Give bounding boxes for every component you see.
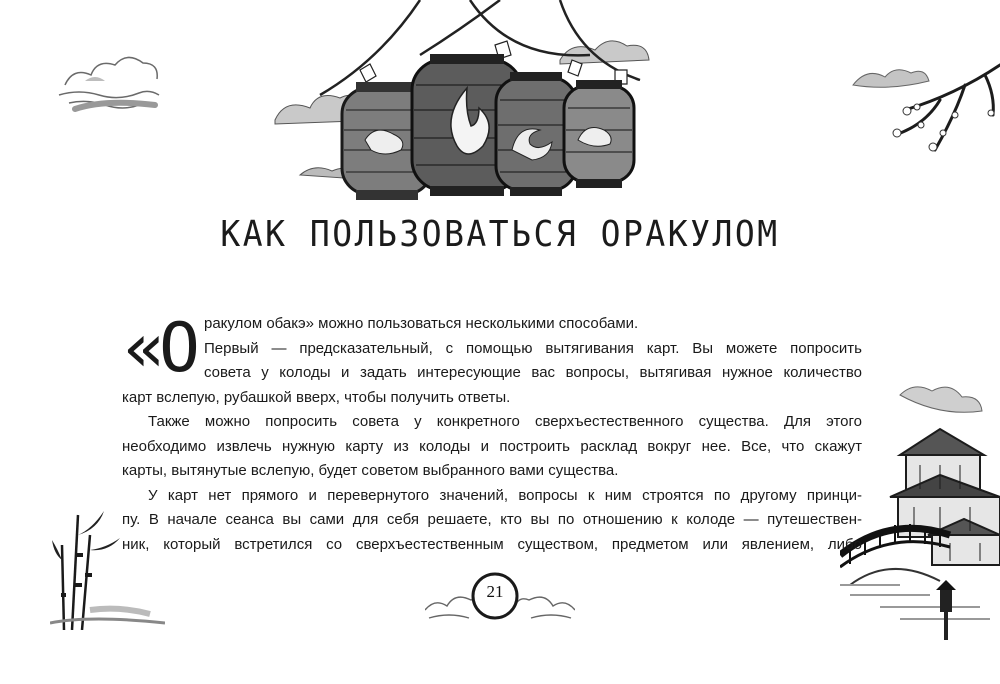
text-line: необходимо извлечь нужную карту из колоды и построить расклад вокруг нее. Все, что скажут xyxy=(122,437,862,455)
text-line: пу. В начале сеанса вы сами для себя решаете, кто вы по отношению к колоде — путешествен- xyxy=(122,511,862,528)
page-number: 21 xyxy=(486,582,504,601)
drop-cap: «О xyxy=(124,309,194,388)
text-line: совета у колоды и задать интересующие вас вопросы, вытягивая нужное количество xyxy=(204,364,862,381)
text-line: ракулом обакэ» можно пользоваться несколькими способами. xyxy=(204,315,639,332)
village-bridge-illustration xyxy=(840,385,1000,645)
cloud-illustration xyxy=(55,45,165,120)
paragraph-2 xyxy=(122,410,862,484)
paper-lanterns-illustration xyxy=(260,0,680,205)
sakura-branch-illustration xyxy=(845,55,1000,160)
page-title: КАК ПОЛЬЗОВАТЬСЯ ОРАКУЛОМ xyxy=(220,212,780,255)
text-line: ник, который встретился со сверхъестественным существом, предметом или явлением, либо xyxy=(122,535,862,553)
paragraph-3 xyxy=(122,484,862,558)
text-line: У карт нет прямого и перевернутого значений, вопросы к ним строятся по другому принци- xyxy=(148,486,862,504)
body-text xyxy=(122,309,862,557)
paragraph-1 xyxy=(122,309,862,410)
text-line: Также можно попросить совета у конкретного сверхъестественного существа. Для этого xyxy=(148,413,862,430)
text-line: карты, вытянутые вслепую, будет советом выбранного вами существа. xyxy=(122,462,619,479)
text-line: Первый — предсказательный, с помощью вытягивания карт. Вы можете попросить xyxy=(204,339,862,357)
text-line: карт вслепую, рубашкой вверх, чтобы получить ответы. xyxy=(122,388,511,406)
